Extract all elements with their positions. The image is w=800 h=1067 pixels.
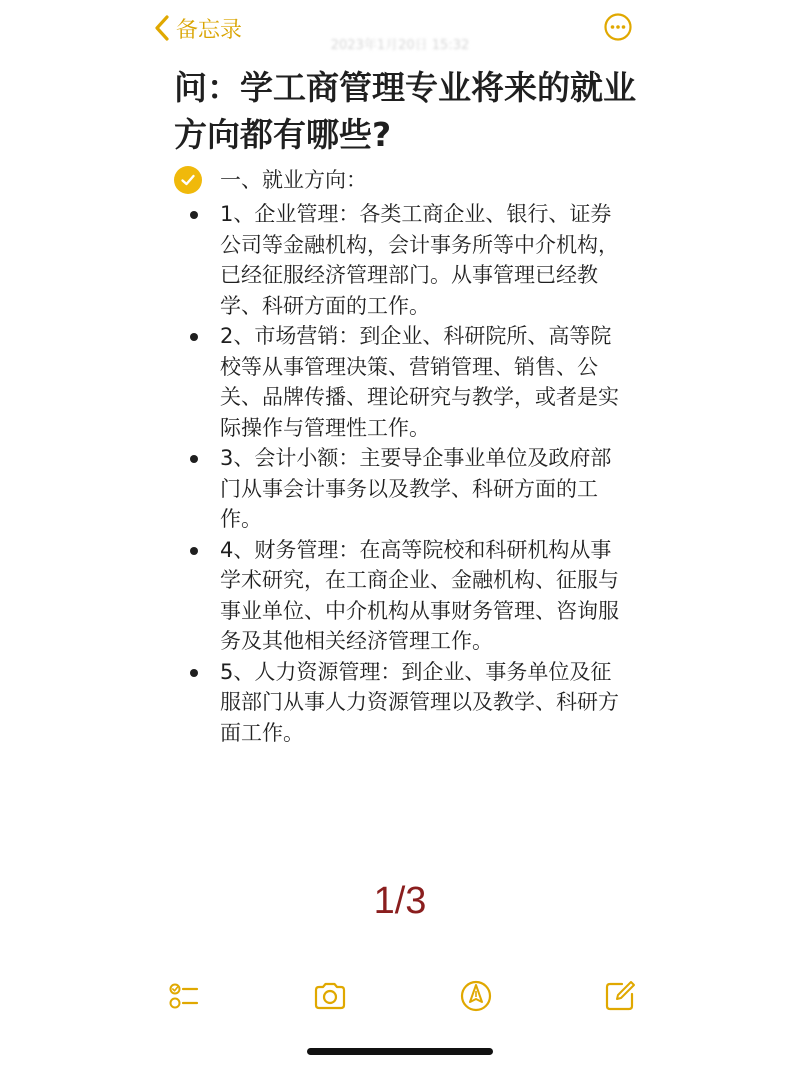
list-item-text: 2、市场营销：到企业、科研院所、高等院校等从事管理决策、营销管理、销售、公关、品牌传播、理论研究与教学，或者是实际操作与管理性工作。 [220, 324, 619, 440]
bullet-icon [190, 669, 198, 677]
list-item-text: 5、人力资源管理：到企业、事务单位及征服部门从事人力资源管理以及教学、科研方面工作。 [220, 659, 619, 745]
list-item-text: 4、财务管理：在高等院校和科研机构从事学术研究，在工商企业、金融机构、征服与事业单位、中介机构从事财务管理、咨询服务及其他相关经济管理工作。 [220, 537, 619, 653]
camera-icon [312, 978, 348, 1014]
compose-button[interactable] [602, 978, 638, 1014]
back-label: 备忘录 [176, 17, 243, 43]
checklist-button[interactable] [166, 978, 202, 1014]
nav-bar [0, 0, 800, 60]
chevron-left-icon [152, 13, 172, 43]
list-item-text: 1、企业管理：各类工商企业、银行、证券公司等金融机构，会计事务所等中介机构，已经征服经济管理部门。从事管理已经教学、科研方面的工作。 [220, 202, 619, 318]
list-item[interactable] [186, 199, 626, 321]
camera-button[interactable] [312, 978, 348, 1014]
more-button[interactable] [603, 12, 633, 42]
list-item[interactable] [186, 657, 626, 749]
markup-button[interactable] [458, 978, 494, 1014]
list-item[interactable] [186, 443, 626, 535]
pen-tip-circle-icon [458, 978, 494, 1014]
bullet-icon [190, 333, 198, 341]
back-button[interactable] [152, 10, 242, 46]
home-indicator[interactable] [307, 1048, 493, 1055]
checkbox-checked[interactable] [174, 166, 202, 194]
list-item-text: 3、会计小额：主要导企事业单位及政府部门从事会计事务以及教学、科研方面的工作。 [220, 446, 612, 531]
bottom-toolbar [0, 978, 800, 1018]
checklist-item [174, 164, 367, 196]
ellipsis-circle-icon [603, 12, 633, 42]
note-title[interactable]: 问：学工商管理专业将来的就业方向都有哪些? [174, 68, 636, 154]
bullet-list [186, 199, 626, 748]
checklist-item-label[interactable]: 一、就业方向： [220, 168, 367, 192]
compose-icon [602, 978, 638, 1014]
bullet-icon [190, 547, 198, 555]
checkmark-icon [179, 171, 197, 189]
list-item[interactable] [186, 535, 626, 657]
list-item[interactable] [186, 321, 626, 443]
bullet-icon [190, 455, 198, 463]
bullet-icon [190, 211, 198, 219]
checklist-icon [166, 978, 202, 1014]
page-indicator: 1/3 [373, 880, 427, 922]
note-date: 2023年1月20日 15:32 [330, 38, 470, 53]
